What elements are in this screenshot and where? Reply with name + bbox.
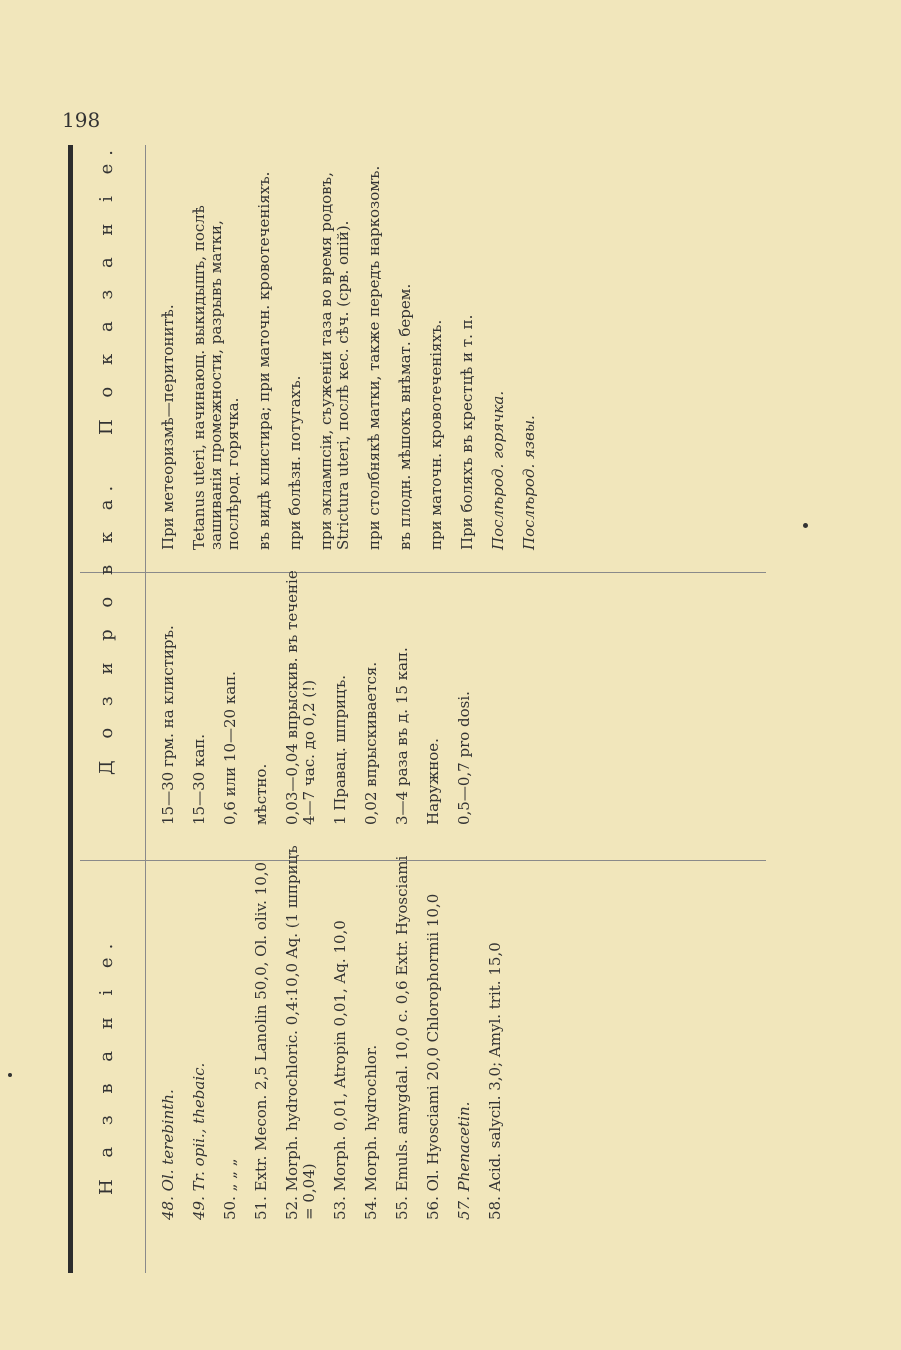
ink-spot	[8, 1073, 12, 1077]
row-48-name: 48. Ol. terebinth.	[159, 1089, 177, 1220]
left-border-bar	[68, 145, 73, 1273]
row-51-dose: мѣстно.	[252, 763, 270, 825]
row-54-indication: въ плодн. мѣшокъ внѣмат. берем.	[396, 283, 414, 550]
row-56-name: 56. Ol. Hyosciami 20,0 Chlorophormii 10,0	[424, 893, 442, 1220]
row-52-indication: при эклампсіи, съуженіи таза во время родовъ, Strictura uteri, послѣ кес. сѣч. (срв. опій).	[317, 172, 352, 550]
row-49-name: 49. Tr. opii., thebaic.	[190, 1062, 208, 1220]
row-57-indication: Послѣрод. горячка.	[489, 390, 507, 550]
ink-spot	[803, 523, 808, 528]
row-51-name: 51. Extr. Mecon. 2,5 Lanolin 50,0, Ol. oliv. 10,0	[252, 861, 270, 1220]
row-48-dose: 15—30 грм. на клистиръ.	[159, 625, 177, 825]
name-column	[160, 840, 518, 1220]
row-48-indication: При метеоризмѣ—перитонитѣ.	[159, 304, 177, 550]
row-52-name: 52. Morph. hydrochloric. 0,4:10,0 Aq. (1 шприцъ = 0,04)	[283, 845, 318, 1220]
row-58-indication: Послѣрод. язвы.	[520, 415, 538, 550]
table-rotated	[80, 142, 720, 1245]
header-indication: П о к а з а н і е.	[96, 142, 117, 435]
header-dose: Д о з и р о в к а.	[96, 477, 117, 775]
row-55-indication: при маточн. кровотеченіяхъ.	[427, 319, 445, 550]
row-51-indication: при болѣзн. потугахъ.	[286, 375, 304, 550]
header-name: Н а з в а н і е.	[96, 935, 117, 1195]
row-50-indication: въ видѣ клистира; при маточн. кровотеченіяхъ.	[255, 171, 273, 550]
page-number: 198	[62, 108, 101, 132]
row-53-indication: при столбнякѣ матки, также передъ наркозомъ.	[365, 165, 383, 550]
row-49-indication: Tetanus uteri, начинающ. выкидышъ, послѣ зашиванія промежности, разрывъ матки, послѣрод. горячка.	[190, 205, 242, 550]
row-49-dose: 15—30 кап.	[190, 733, 208, 825]
row-53-name: 53. Morph. 0,01, Atropin 0,01, Aq. 10,0	[331, 920, 349, 1220]
dose-column	[160, 565, 487, 825]
row-50-name: 50. „ „ „	[221, 1158, 239, 1220]
row-58-name: 58. Acid. salycil. 3,0; Amyl. trit. 15,0	[486, 942, 504, 1220]
row-52-dose: 0,03—0,04 впрыскив. въ теченіе 4—7 час. до 0,2 (!)	[283, 570, 318, 825]
row-53-dose: 1 Правац. шприцъ.	[331, 674, 349, 825]
row-55-dose: 3—4 раза въ д. 15 кап.	[393, 647, 411, 825]
row-56-dose: Наружное.	[424, 738, 442, 825]
row-50-dose: 0,6 или 10—20 кап.	[221, 671, 239, 825]
indication-column	[160, 160, 552, 550]
row-54-name: 54. Morph. hydrochlor.	[362, 1044, 380, 1220]
row-56-indication: При боляхъ въ крестцѣ и т. п.	[458, 314, 476, 550]
row-57-name: 57. Phenacetin.	[455, 1101, 473, 1220]
row-54-dose: 0,02 впрыскивается.	[362, 661, 380, 825]
row-55-name: 55. Emuls. amygdal. 10,0 c. 0,6 Extr. Hyosciami	[393, 855, 411, 1220]
row-57-dose: 0,5—0,7 pro dosi.	[455, 691, 473, 825]
